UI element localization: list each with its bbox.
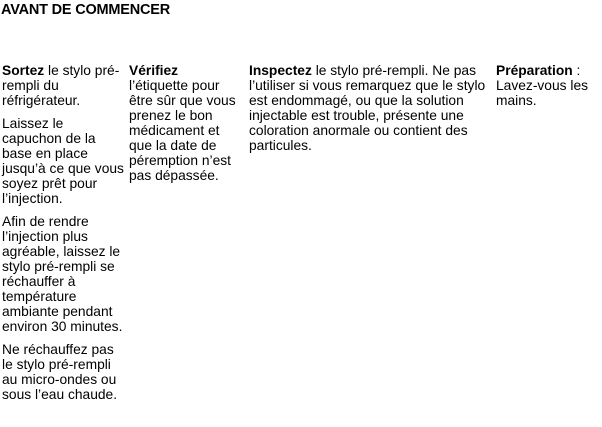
step-remove-column [2,63,124,410]
check-keyword: Vérifiez [129,63,179,78]
prepare-keyword: Préparation [496,63,573,78]
inspect-keyword: Inspectez [249,63,312,78]
step-check-column [129,63,245,191]
remove-keyword: Sortez [2,63,45,78]
cap-paragraph: Laissez le capuchon de la base en place jusqu’à ce que vous soyez prêt pour l’injection. [2,116,124,206]
prepare-text: : Lavez-vous les mains. [496,63,589,108]
warm-up-paragraph: Afin de rendre l’injection plus agréable, laissez le stylo pré-rempli se réchauffer à température ambiante pendant environ 30 minutes. [2,214,123,334]
step-inspect-column [249,63,493,161]
check-text: l’étiquette pour être sûr que vous prenez le bon médicament et que la date de péremption n’est pas dépassée. [129,78,236,183]
check-paragraph [129,63,245,183]
no-microwave-paragraph: Ne réchauffez pas le stylo pré-rempli au micro-ondes ou sous l’eau chaude. [2,342,118,402]
inspect-text: le stylo pré-rempli. Ne pas l’utiliser si vous remarquez que le stylo est endommagé, ou que la solution injectable est trouble, présente une coloration anormale ou contient des particules. [249,63,486,153]
section-title: AVANT DE COMMENCER [1,2,171,18]
inspect-paragraph [249,63,493,153]
remove-text: le stylo pré-rempli du réfrigérateur. [2,63,120,108]
remove-paragraph [2,63,124,108]
prepare-paragraph [496,63,600,108]
step-prepare-column [496,63,600,116]
